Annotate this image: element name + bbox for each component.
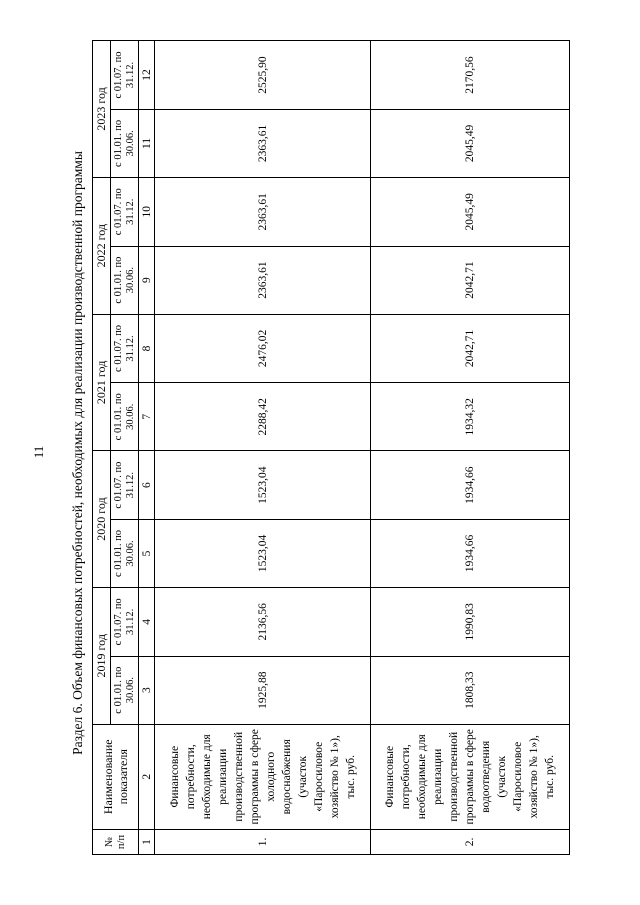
period-header: с 01.07. по 31.12. [111, 451, 139, 520]
period-header: с 01.01. по 30.06. [111, 656, 139, 724]
year-header-2022: 2022 год [93, 177, 111, 314]
period-header: с 01.01. по 30.06. [111, 383, 139, 451]
column-number: 12 [139, 41, 155, 110]
table-cell: 1934,32 [371, 383, 570, 451]
table-cell: 2045,49 [371, 177, 570, 246]
col-header-name: Наименование показателя [93, 724, 139, 829]
table-cell: 1934,66 [371, 520, 570, 588]
table-cell: 2042,71 [371, 314, 570, 383]
table-cell: 2042,71 [371, 246, 570, 314]
table-cell: 1523,04 [155, 520, 371, 588]
column-number: 10 [139, 177, 155, 246]
column-number: 7 [139, 383, 155, 451]
table-rotator [92, 40, 570, 855]
table-row [371, 41, 570, 855]
table-container [92, 40, 570, 855]
column-number: 5 [139, 520, 155, 588]
financial-needs-table [92, 40, 570, 855]
section-title: Раздел 6. Объем финансовых потребностей, необходимых для реализации производственной программы [70, 151, 85, 755]
period-header: с 01.01. по 30.06. [111, 110, 139, 178]
table-cell: 2476,02 [155, 314, 371, 383]
year-header-2019: 2019 год [93, 587, 111, 724]
table-cell: 1925,88 [155, 656, 371, 724]
table-cell: 1523,04 [155, 451, 371, 520]
period-header: с 01.07. по 31.12. [111, 587, 139, 656]
table-row [155, 41, 371, 855]
period-header: с 01.07. по 31.12. [111, 41, 139, 110]
column-number: 8 [139, 314, 155, 383]
page-number: 11 [31, 445, 46, 459]
table-cell: 1990,83 [371, 587, 570, 656]
col-header-number: № п/п [93, 829, 139, 854]
period-header: с 01.07. по 31.12. [111, 314, 139, 383]
column-number: 4 [139, 587, 155, 656]
year-header-2020: 2020 год [93, 451, 111, 588]
row-indicator-name: Финансовые потребности, необходимые для реализации производственной программы в сфере холодного водоснабжения (участок «Паросиловое хозяйство № 1»), тыс. руб. [155, 724, 371, 829]
table-cell: 2170,56 [371, 41, 570, 110]
table-cell: 2136,56 [155, 587, 371, 656]
period-header: с 01.01. по 30.06. [111, 246, 139, 314]
table-cell: 1934,66 [371, 451, 570, 520]
table-cell: 2045,49 [371, 110, 570, 178]
table-cell: 1808,33 [371, 656, 570, 724]
year-header-2021: 2021 год [93, 314, 111, 451]
column-number: 6 [139, 451, 155, 520]
column-number: 11 [139, 110, 155, 178]
table-cell: 2363,61 [155, 246, 371, 314]
column-number: 3 [139, 656, 155, 724]
column-number: 9 [139, 246, 155, 314]
table-cell: 2525,90 [155, 41, 371, 110]
row-number: 2. [371, 829, 570, 854]
year-header-2023: 2023 год [93, 41, 111, 178]
period-header: с 01.01. по 30.06. [111, 520, 139, 588]
row-number: 1. [155, 829, 371, 854]
column-number: 1 [139, 829, 155, 854]
table-cell: 2288,42 [155, 383, 371, 451]
row-indicator-name: Финансовые потребности, необходимые для реализации производственной программы в сфере водоотведения (участок «Паросиловое хозяйство № 1»), тыс. руб. [371, 724, 570, 829]
column-number: 2 [139, 724, 155, 829]
table-cell: 2363,61 [155, 177, 371, 246]
period-header: с 01.07. по 31.12. [111, 177, 139, 246]
table-cell: 2363,61 [155, 110, 371, 178]
